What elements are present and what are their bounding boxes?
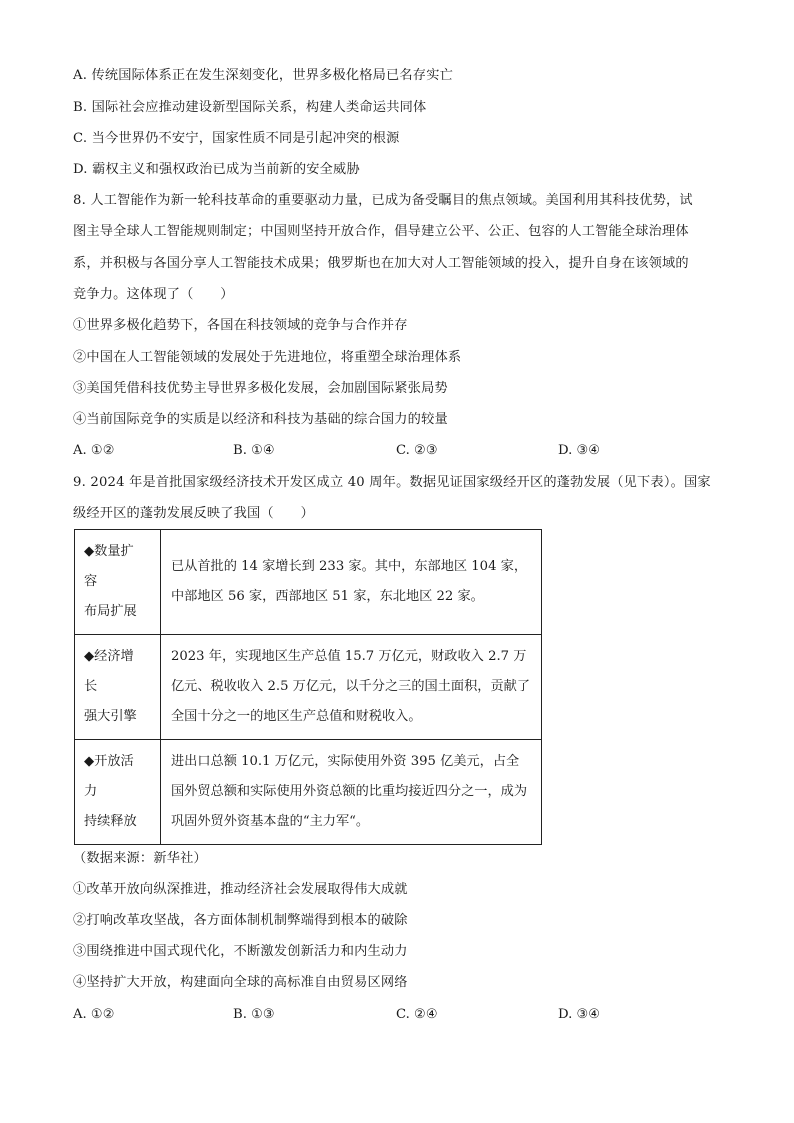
q9-stem-line: 级经开区的蓬勃发展反映了我国（ ） — [73, 506, 314, 521]
economic-zone-table — [74, 529, 542, 845]
table-row-content: 已从首批的 14 家增长到 233 家。其中，东部地区 104 家，中部地区 56 家，西部地区 51 家，东北地区 22 家。 — [161, 530, 542, 635]
q9-choices — [73, 1005, 733, 1025]
table-row-label: ◆数量扩 容 布局扩展 — [75, 530, 161, 635]
q8-stem-line: 图主导全球人工智能规则制定；中国则坚持开放合作，倡导建立公平、公正、包容的人工智能全球治理体 — [73, 224, 689, 239]
q8-stem-line: 8. 人工智能作为新一轮科技革命的重要驱动力量，已成为备受瞩目的焦点领域。美国利用其科技优势，试 — [73, 193, 693, 208]
q8-stem-line: 竞争力。这体现了（ ） — [73, 287, 234, 302]
table-row — [75, 530, 542, 635]
q8-choices — [73, 441, 733, 461]
q8-stem-line: 系，并积极与各国分享人工智能技术成果；俄罗斯也在加大对人工智能领域的投入，提升自身在该领域的 — [73, 256, 689, 271]
q9-data-source: （数据来源：新华社） — [73, 851, 207, 866]
q8-choice-c[interactable]: C. ②③ — [396, 443, 438, 458]
table-row-content: 2023 年，实现地区生产总值 15.7 万亿元，财政收入 2.7 万亿元、税收收入 2.5 万亿元，以千分之三的国土面积，贡献了全国十分之一的地区生产总值和财税收入。 — [161, 635, 542, 740]
table-row — [75, 635, 542, 740]
q9-statement-4: ④坚持扩大开放，构建面向全球的高标准自由贸易区网络 — [73, 975, 408, 990]
q9-stem-line: 9. 2024 年是首批国家级经济技术开发区成立 40 周年。数据见证国家级经开区的蓬勃发展（见下表）。国家 — [73, 475, 711, 490]
q9-choice-b[interactable]: B. ①③ — [233, 1007, 275, 1022]
q7-option-b: B. 国际社会应推动建设新型国际关系，构建人类命运共同体 — [73, 100, 427, 115]
q9-choice-c[interactable]: C. ②④ — [396, 1007, 438, 1022]
table-row-label: ◆经济增 长 强大引擎 — [75, 635, 161, 740]
q8-statement-4: ④当前国际竞争的实质是以经济和科技为基础的综合国力的较量 — [73, 412, 448, 427]
q8-statement-2: ②中国在人工智能领域的发展处于先进地位，将重塑全球治理体系 — [73, 350, 462, 365]
table-row — [75, 740, 542, 845]
q9-statement-3: ③围绕推进中国式现代化，不断激发创新活力和内生动力 — [73, 944, 408, 959]
q8-statement-1: ①世界多极化趋势下，各国在科技领域的竞争与合作并存 — [73, 318, 408, 333]
q8-choice-a[interactable]: A. ①② — [73, 443, 115, 458]
q9-statement-2: ②打响改革攻坚战，各方面体制机制弊端得到根本的破除 — [73, 913, 408, 928]
q8-statement-3: ③美国凭借科技优势主导世界多极化发展，会加剧国际紧张局势 — [73, 381, 448, 396]
table-row-label: ◆开放活 力 持续释放 — [75, 740, 161, 845]
q8-choice-b[interactable]: B. ①④ — [233, 443, 275, 458]
q9-choice-d[interactable]: D. ③④ — [558, 1007, 601, 1022]
q7-option-a: A. 传统国际体系正在发生深刻变化，世界多极化格局已名存实亡 — [73, 68, 453, 83]
q7-option-c: C. 当今世界仍不安宁，国家性质不同是引起冲突的根源 — [73, 131, 400, 146]
q9-statement-1: ①改革开放向纵深推进，推动经济社会发展取得伟大成就 — [73, 882, 408, 897]
q7-option-d: D. 霸权主义和强权政治已成为当前新的安全威胁 — [73, 162, 360, 177]
q9-choice-a[interactable]: A. ①② — [73, 1007, 115, 1022]
table-row-content: 进出口总额 10.1 万亿元，实际使用外资 395 亿美元，占全国外贸总额和实际使用外资总额的比重均接近四分之一，成为巩固外贸外资基本盘的“主力军“。 — [161, 740, 542, 845]
q8-choice-d[interactable]: D. ③④ — [558, 443, 601, 458]
